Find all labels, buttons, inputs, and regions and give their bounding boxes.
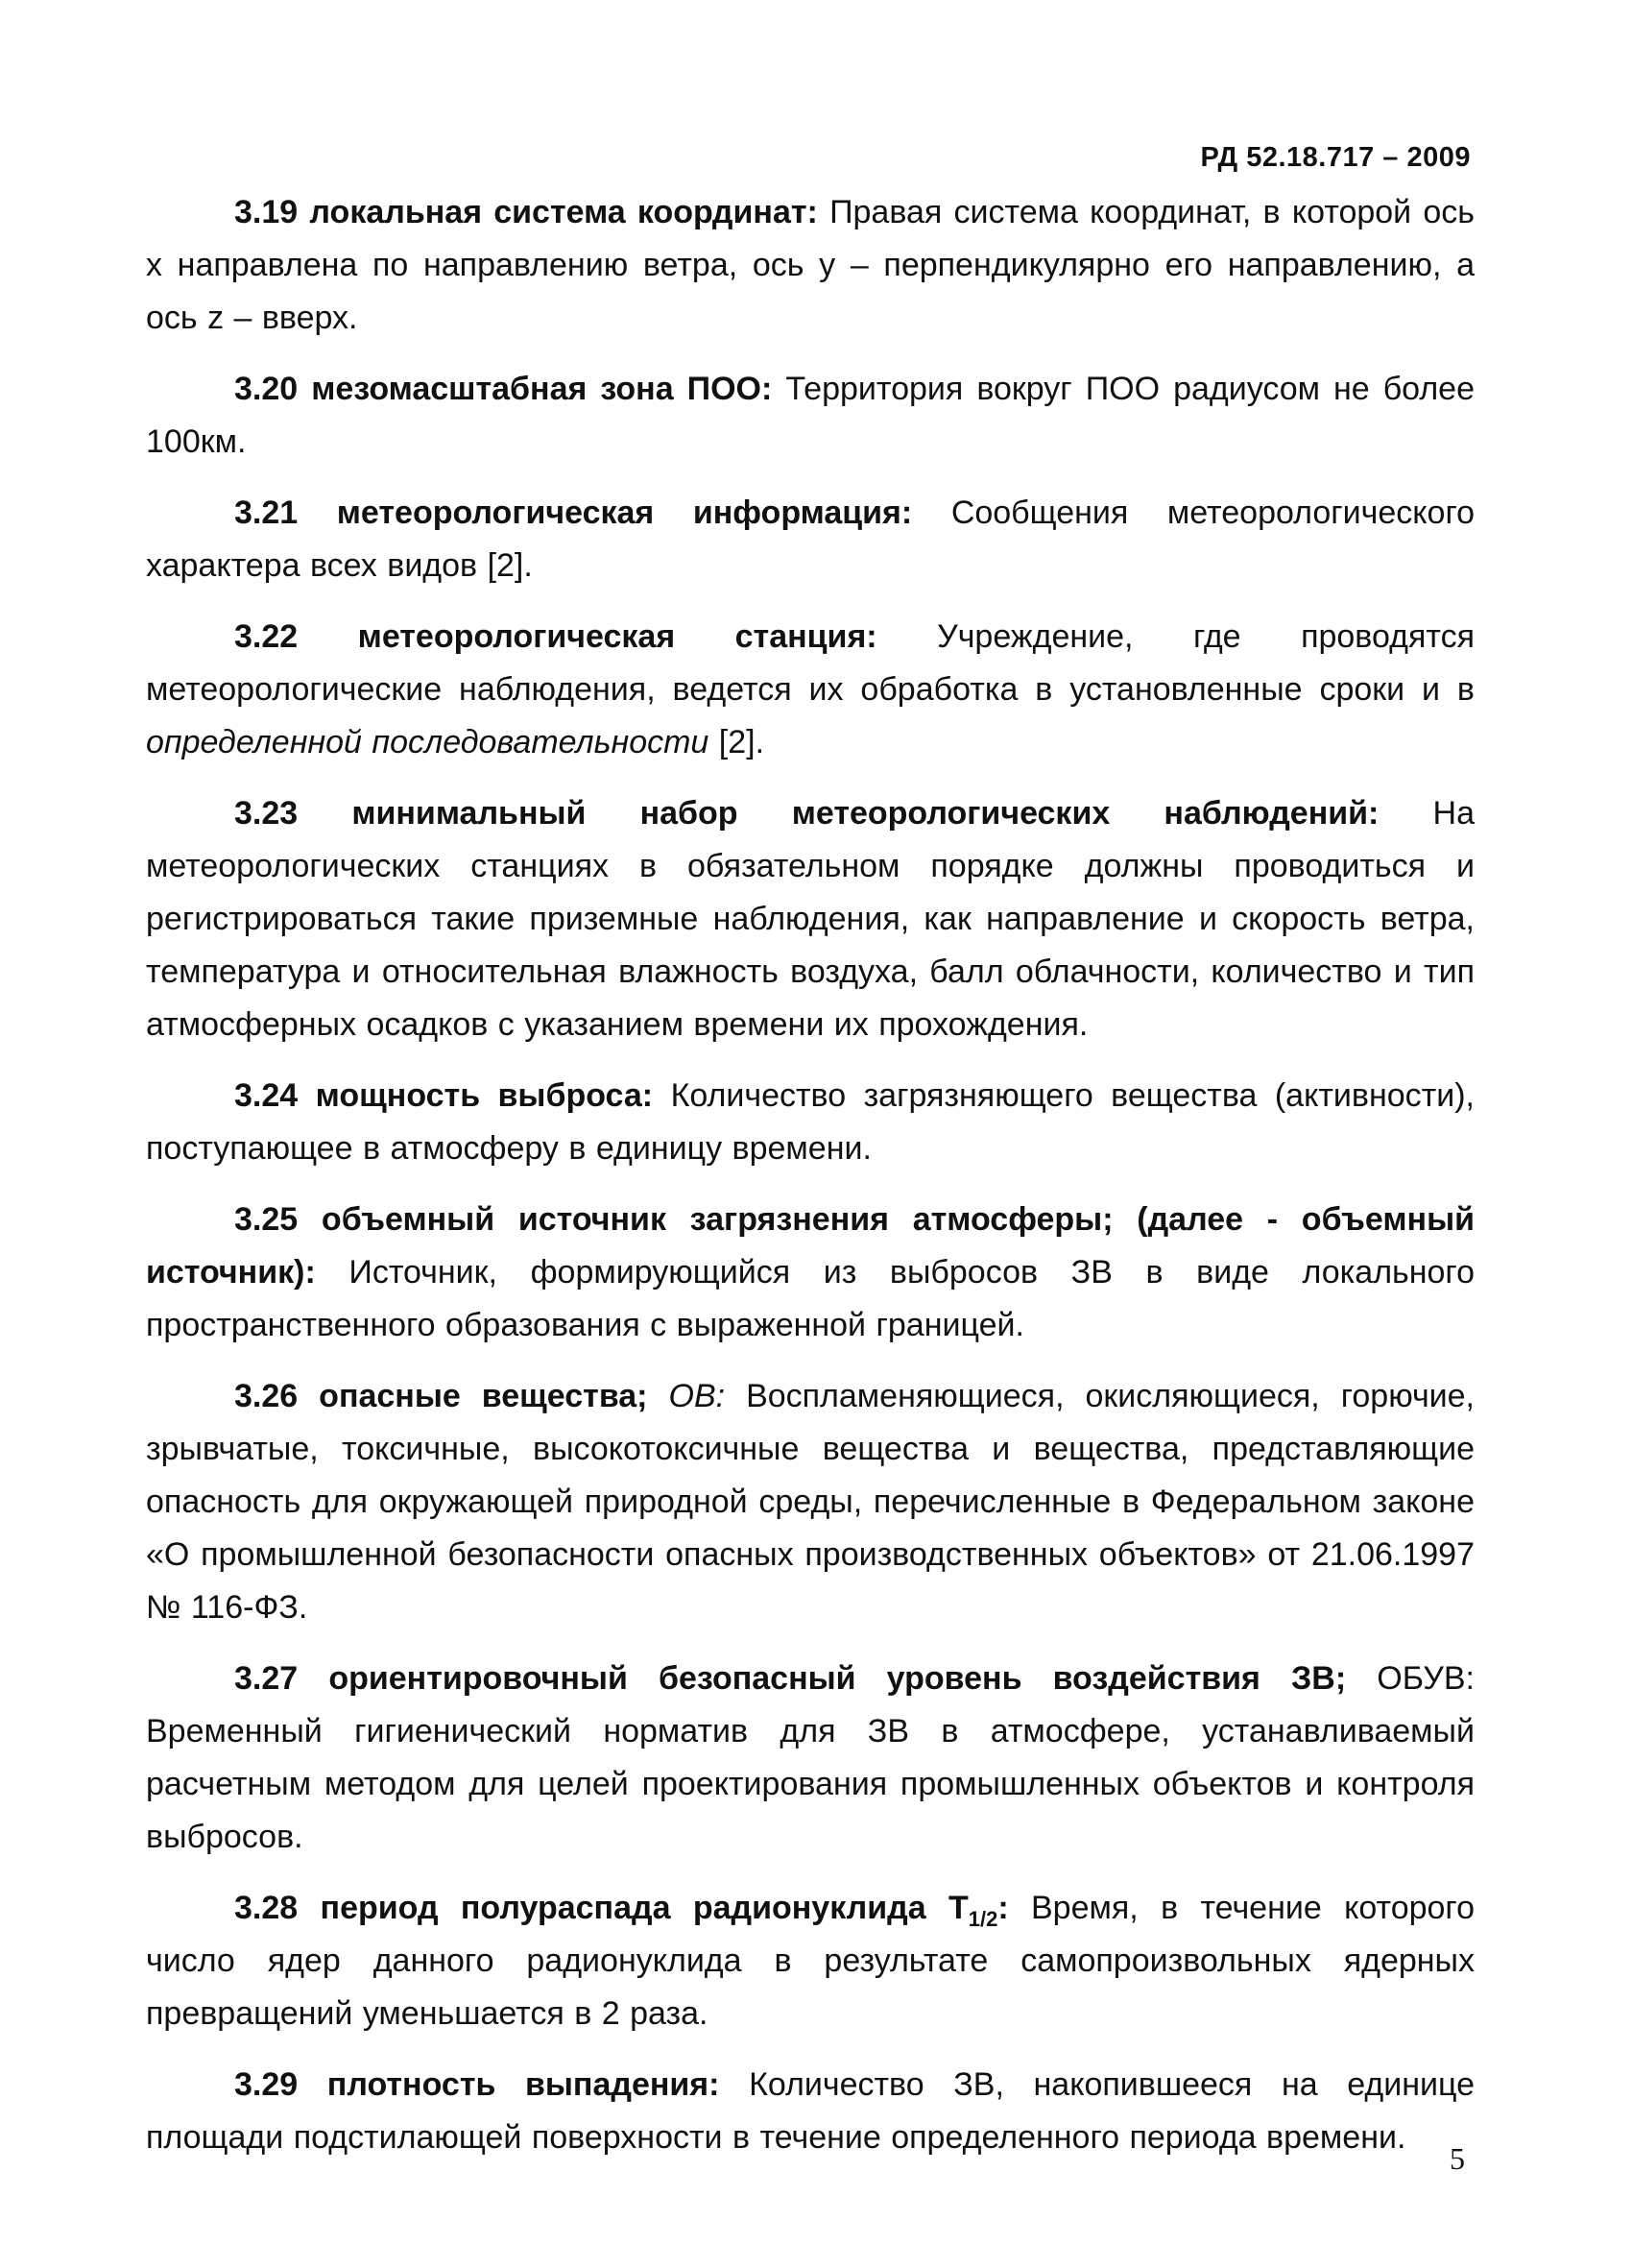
clause-number: 3.19 — [234, 194, 299, 230]
definition-text: Сообщения метеорологического характера всех видов [2]. — [146, 495, 1476, 584]
term: мезомасштабная зона ПОО: — [311, 371, 773, 407]
clause-number: 3.23 — [234, 795, 299, 832]
definition-3-25 — [146, 1194, 1475, 1352]
clause-number: 3.27 — [234, 1660, 299, 1697]
definition-text: Время, в течение которого число ядер данного радионуклида в результате самопроизвольных ядерных превращений уменьшается в 2 раза. — [146, 1890, 1475, 2032]
clause-number: 3.25 — [234, 1201, 299, 1238]
term: метеорологическая информация: — [336, 495, 913, 531]
term: мощность выброса: — [315, 1077, 654, 1114]
clause-number: 3.29 — [234, 2066, 299, 2103]
term-colon: : — [997, 1890, 1009, 1926]
definition-text: Источник, формирующийся из выбросов ЗВ в виде локального пространственного образования с выраженной границей. — [146, 1254, 1475, 1343]
term: опасные вещества; — [319, 1378, 648, 1414]
source-reference: [2]. — [718, 724, 765, 760]
clause-number: 3.21 — [234, 495, 299, 531]
definition-text: ОБУВ: Временный гигиенический норматив для ЗВ в атмосфере, устанавливаемый расчетным методом для целей проектирования промышленных объектов и контроля выбросов. — [146, 1660, 1475, 1855]
definition-text: Учреждение, где проводятся метеорологические наблюдения, ведется их обработка в установленные сроки и в — [146, 618, 1475, 708]
definition-3-20 — [146, 363, 1475, 469]
definition-3-19 — [146, 186, 1475, 345]
term — [320, 1890, 1009, 1931]
definition-text-italic: определенной последовательности — [146, 724, 709, 760]
clause-number: 3.20 — [234, 371, 299, 407]
definition-text: На метеорологических станциях в обязательном порядке должны проводиться и регистрироваться такие приземные наблюдения, как направление и скорость ветра, температура и относительная влажность воздуха, балл облачности, количество и тип атмосферных осадков с указанием времени их прохождения. — [146, 795, 1475, 1043]
definition-3-29 — [146, 2059, 1475, 2164]
clause-number: 3.24 — [234, 1077, 299, 1114]
page-number: 5 — [1450, 2141, 1465, 2176]
definition-text: Территория вокруг ПОО радиусом не более 100км. — [146, 371, 1476, 460]
definition-3-28 — [146, 1882, 1475, 2040]
abbreviation: ОВ: — [668, 1378, 726, 1414]
definition-text: Правая система координат, в которой ось x направлена по направлению ветра, ось y – перпендикулярно его направлению, а ось z – вверх. — [146, 194, 1475, 336]
definition-text: Воспламеняющиеся, окисляющиеся, горючие, зрывчатые, токсичные, высокотоксичные вещества и вещества, представляющие опасность для окружающей природной среды, перечисленные в Федеральном законе «О промышленной безопасности опасных производственных объектов» от 21.06.1997 № 116-ФЗ. — [146, 1378, 1476, 1626]
term-text: период полураспада радионуклида T — [320, 1890, 969, 1926]
term: объемный источник загрязнения атмосферы; (далее - объемный источник): — [146, 1201, 1476, 1291]
definition-text: Количество загрязняющего вещества (активности), поступающее в атмосферу в единицу времени. — [146, 1077, 1475, 1167]
term: ориентировочный безопасный уровень воздействия ЗВ; — [328, 1660, 1347, 1697]
definition-3-24 — [146, 1070, 1475, 1175]
document-code: РД 52.18.717 – 2009 — [1200, 142, 1471, 173]
term: метеорологическая станция: — [357, 618, 877, 655]
term-subscript: 1/2 — [968, 1906, 998, 1931]
definition-3-23 — [146, 787, 1475, 1051]
definition-3-27 — [146, 1653, 1475, 1864]
clause-number: 3.26 — [234, 1378, 299, 1414]
term: локальная система координат: — [309, 194, 818, 230]
definition-3-22 — [146, 611, 1475, 769]
clause-number: 3.28 — [234, 1890, 299, 1926]
definition-3-21 — [146, 487, 1475, 592]
term: минимальный набор метеорологических наблюдений: — [351, 795, 1380, 832]
clause-number: 3.22 — [234, 618, 299, 655]
term: плотность выпадения: — [326, 2066, 720, 2103]
definition-text: Количество ЗВ, накопившееся на единице площади подстилающей поверхности в течение определенного периода времени. — [146, 2066, 1475, 2156]
definition-3-26 — [146, 1370, 1475, 1634]
definitions-list — [146, 186, 1475, 2183]
